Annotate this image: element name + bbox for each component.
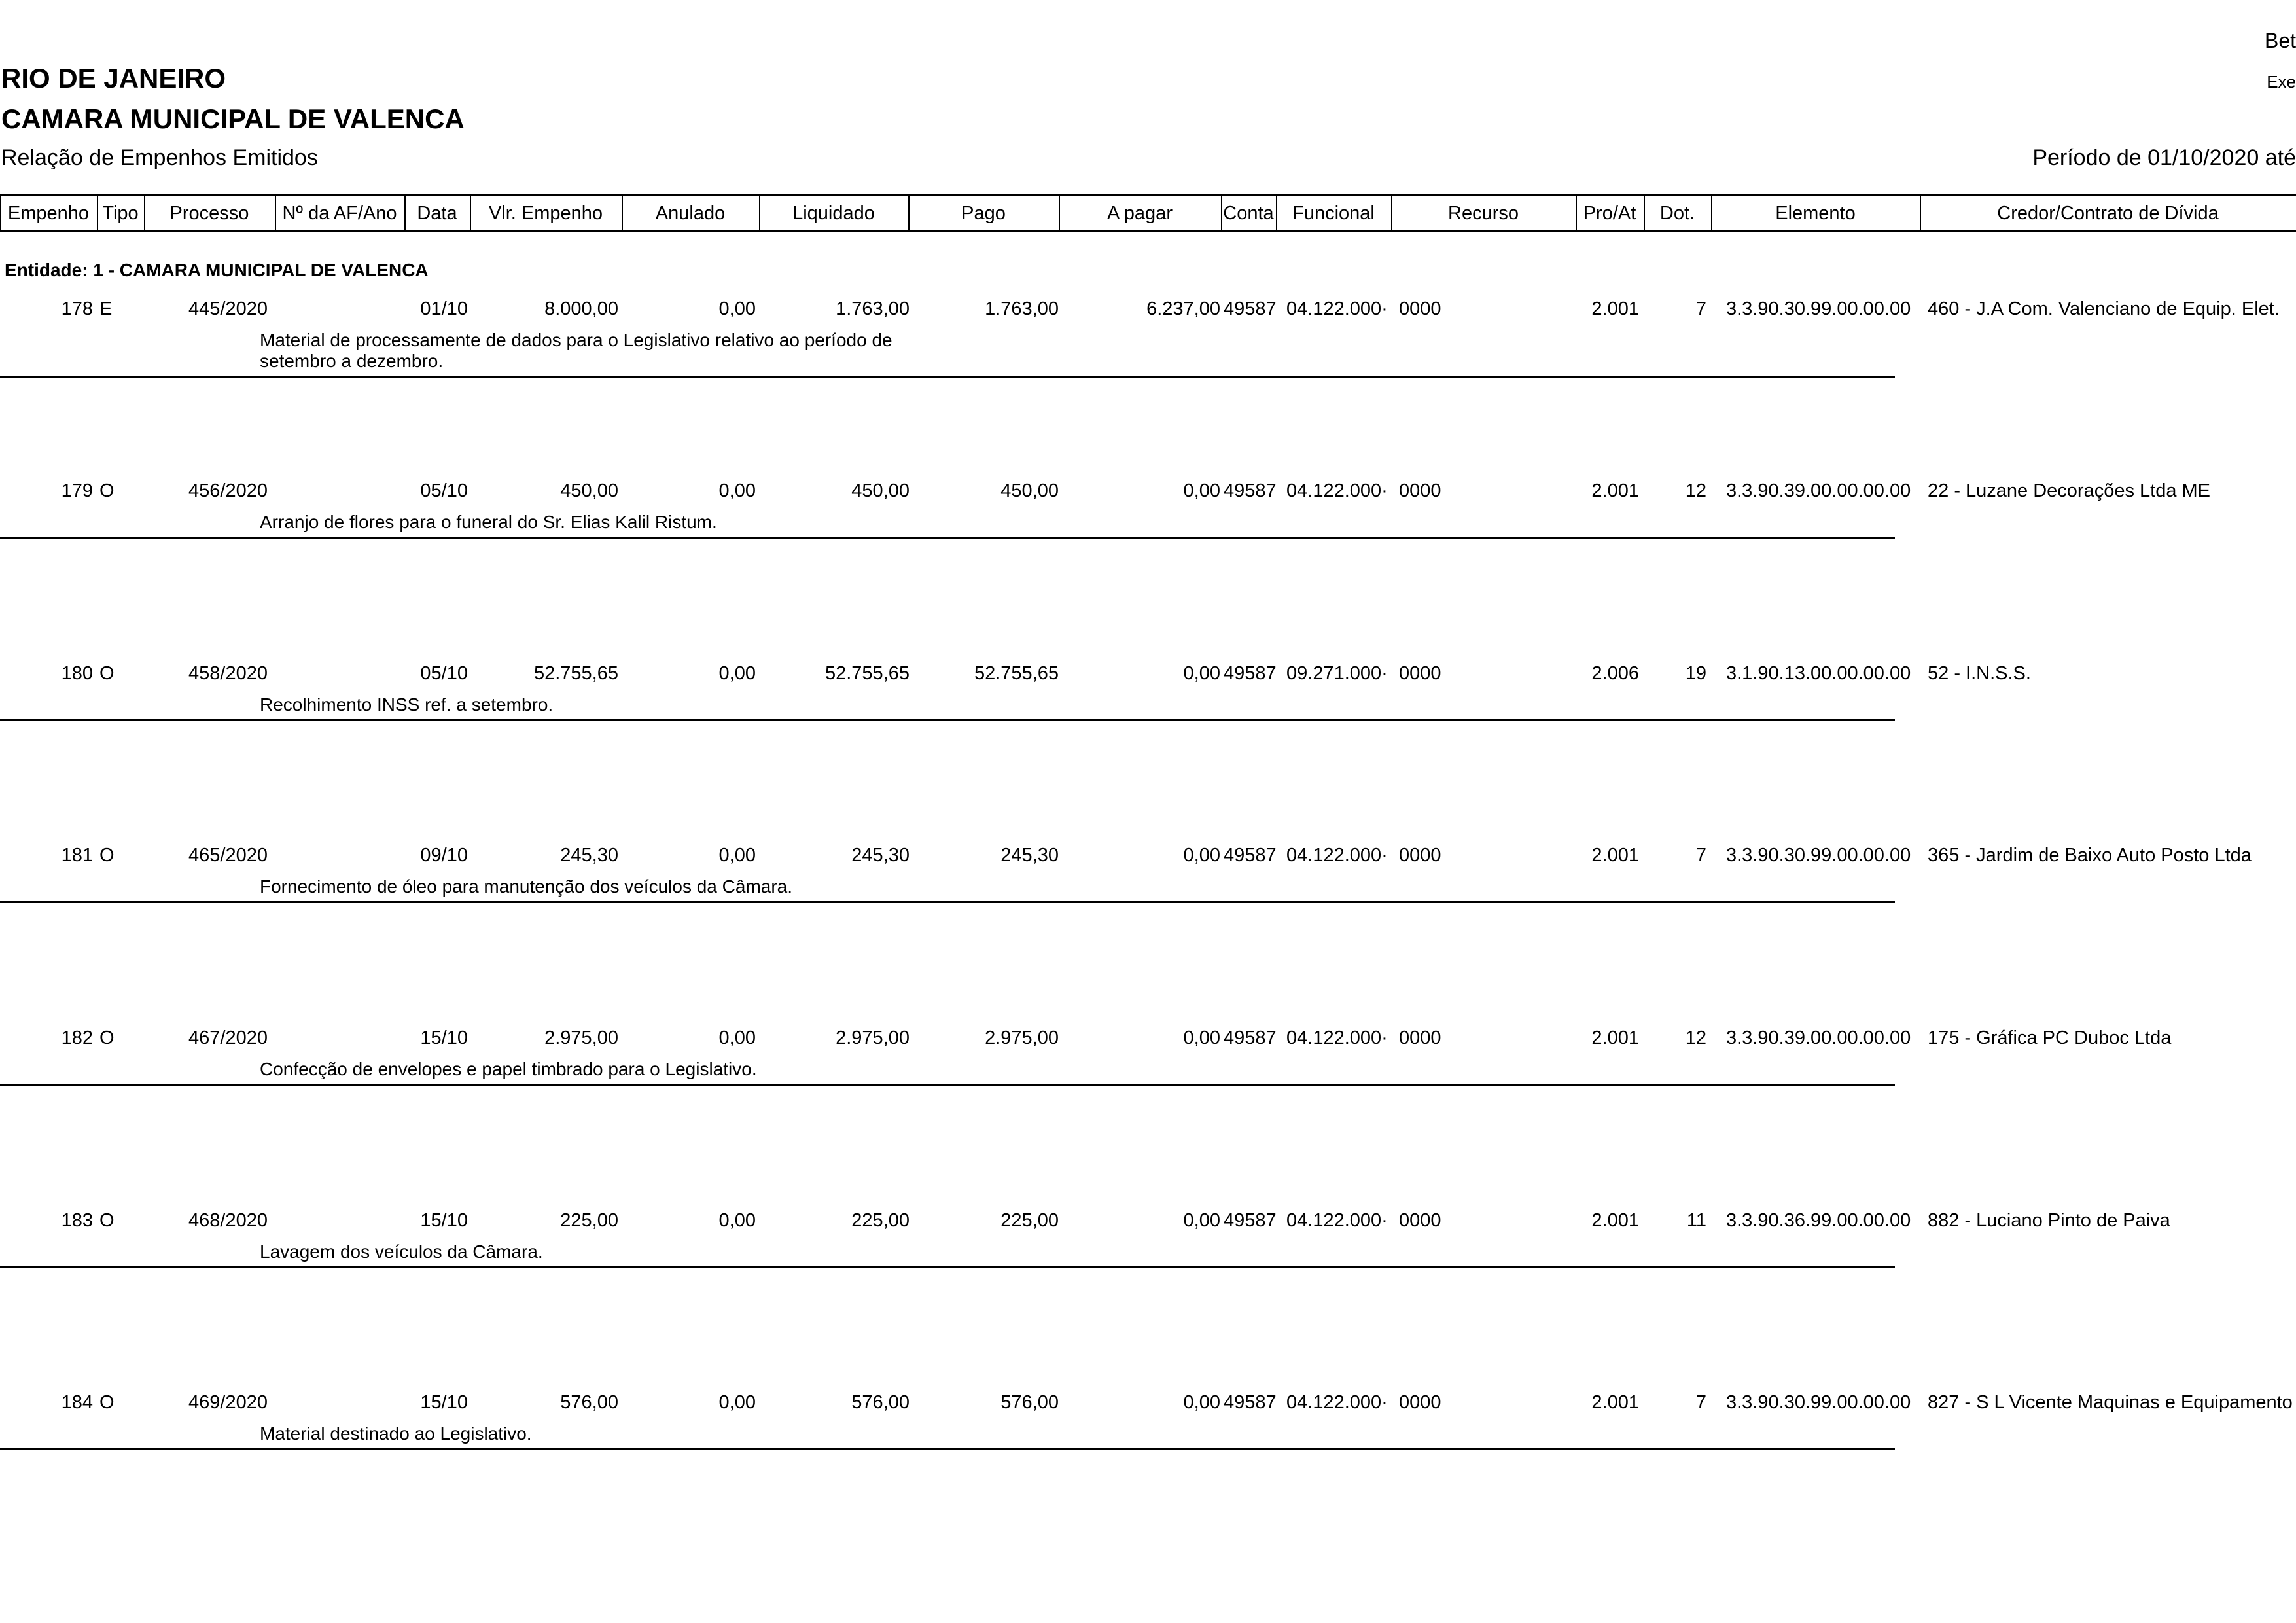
cell-processo: 445/2020	[188, 298, 268, 319]
cell-apagar: 0,00	[1183, 1210, 1220, 1231]
cell-credor: 175 - Gráfica PC Duboc Ltda	[1928, 1027, 2172, 1048]
period-label: Período de 01/10/2020 até	[2032, 145, 2296, 170]
cell-data: 15/10	[420, 1027, 468, 1048]
cell-elemento: 3.3.90.30.99.00.00.00	[1726, 845, 1911, 866]
cell-processo: 467/2020	[188, 1027, 268, 1048]
cell-credor: 365 - Jardim de Baixo Auto Posto Ltda	[1928, 845, 2252, 866]
report-title: Relação de Empenhos Emitidos	[1, 145, 318, 170]
cell-data: 05/10	[420, 480, 468, 501]
cell-empenho: 184	[61, 1392, 93, 1413]
cell-pago: 1.763,00	[985, 298, 1059, 319]
cell-proat: 2.001	[1591, 298, 1639, 319]
cell-pago: 52.755,65	[974, 663, 1059, 684]
column-header: Anulado	[655, 202, 726, 224]
table-row	[0, 1027, 2296, 1106]
cell-vlr: 52.755,65	[533, 663, 618, 684]
cell-anulado: 0,00	[718, 663, 756, 684]
cell-tipo: O	[99, 1210, 115, 1231]
cell-elemento: 3.3.90.36.99.00.00.00	[1726, 1210, 1911, 1231]
cell-elemento: 3.1.90.13.00.00.00.00	[1726, 663, 1911, 684]
cell-anulado: 0,00	[718, 480, 756, 501]
state-title: RIO DE JANEIRO	[1, 63, 226, 94]
cell-recurso: 0000	[1399, 845, 1441, 866]
column-header: Processo	[169, 202, 249, 224]
cell-conta: 49587	[1224, 298, 1277, 319]
column-separator	[97, 195, 98, 232]
cell-funcional: 04.122.000·	[1286, 1027, 1388, 1048]
cell-liquidado: 52.755,65	[824, 663, 910, 684]
column-separator	[144, 195, 145, 232]
row-separator	[0, 1084, 1895, 1086]
cell-anulado: 0,00	[718, 298, 756, 319]
cell-conta: 49587	[1224, 1027, 1277, 1048]
cell-proat: 2.001	[1591, 845, 1639, 866]
cell-funcional: 04.122.000·	[1286, 298, 1388, 319]
table-row	[0, 845, 2296, 923]
column-header: Data	[417, 202, 457, 224]
row-separator	[0, 719, 1895, 721]
column-separator	[908, 195, 910, 232]
cell-pago: 2.975,00	[985, 1027, 1059, 1048]
cell-apagar: 0,00	[1183, 663, 1220, 684]
cell-apagar: 6.237,00	[1146, 298, 1220, 319]
column-header: Funcional	[1292, 202, 1375, 224]
cell-data: 15/10	[420, 1392, 468, 1413]
table-row	[0, 480, 2296, 559]
column-header: Nº da AF/Ano	[282, 202, 397, 224]
cell-vlr: 8.000,00	[544, 298, 618, 319]
cell-data: 15/10	[420, 1210, 468, 1231]
cell-proat: 2.001	[1591, 1210, 1639, 1231]
column-header: Elemento	[1775, 202, 1856, 224]
cell-tipo: O	[99, 845, 115, 866]
column-separator	[1711, 195, 1712, 232]
cell-descricao: Arranjo de flores para o funeral do Sr. Elias Kalil Ristum.	[260, 512, 717, 532]
column-separator	[404, 195, 406, 232]
column-header: Credor/Contrato de Dívida	[1997, 202, 2219, 224]
cell-processo: 469/2020	[188, 1392, 268, 1413]
cell-vlr: 450,00	[560, 480, 618, 501]
table-row	[0, 1392, 2296, 1471]
cell-dot: 7	[1695, 1392, 1706, 1413]
cell-conta: 49587	[1224, 480, 1277, 501]
entity-label: Entidade: 1 - CAMARA MUNICIPAL DE VALENCA	[5, 260, 429, 280]
cell-credor: 52 - I.N.S.S.	[1928, 663, 2031, 684]
cell-liquidado: 225,00	[851, 1210, 910, 1231]
cell-elemento: 3.3.90.30.99.00.00.00	[1726, 1392, 1911, 1413]
cell-processo: 458/2020	[188, 663, 268, 684]
cell-data: 05/10	[420, 663, 468, 684]
column-separator	[275, 195, 276, 232]
column-separator	[759, 195, 760, 232]
cell-apagar: 0,00	[1183, 480, 1220, 501]
cell-recurso: 0000	[1399, 298, 1441, 319]
cell-vlr: 225,00	[560, 1210, 618, 1231]
column-header: Pago	[961, 202, 1006, 224]
cell-descricao: Lavagem dos veículos da Câmara.	[260, 1241, 543, 1262]
cell-dot: 12	[1685, 480, 1706, 501]
cell-liquidado: 245,30	[851, 845, 910, 866]
cell-proat: 2.001	[1591, 1392, 1639, 1413]
cell-apagar: 0,00	[1183, 1392, 1220, 1413]
row-separator	[0, 1266, 1895, 1268]
cell-vlr: 245,30	[560, 845, 618, 866]
column-separator	[1576, 195, 1577, 232]
cell-processo: 465/2020	[188, 845, 268, 866]
column-separator	[1644, 195, 1645, 232]
cell-empenho: 178	[61, 298, 93, 319]
cell-empenho: 180	[61, 663, 93, 684]
cell-vlr: 576,00	[560, 1392, 618, 1413]
entity-title: CAMARA MUNICIPAL DE VALENCA	[1, 103, 465, 134]
cell-descricao: Fornecimento de óleo para manutenção dos veículos da Câmara.	[260, 876, 793, 897]
cell-dot: 7	[1695, 298, 1706, 319]
cell-dot: 19	[1685, 663, 1706, 684]
cell-descricao: Confecção de envelopes e papel timbrado para o Legislativo.	[260, 1059, 757, 1079]
cell-recurso: 0000	[1399, 1392, 1441, 1413]
column-header: Recurso	[1448, 202, 1519, 224]
cell-conta: 49587	[1224, 663, 1277, 684]
cell-funcional: 09.271.000·	[1286, 663, 1388, 684]
column-separator	[1391, 195, 1392, 232]
cell-recurso: 0000	[1399, 663, 1441, 684]
column-header: A pagar	[1107, 202, 1173, 224]
column-separator	[1276, 195, 1277, 232]
cell-conta: 49587	[1224, 845, 1277, 866]
cell-empenho: 181	[61, 845, 93, 866]
cell-pago: 225,00	[1000, 1210, 1059, 1231]
row-separator	[0, 537, 1895, 539]
cell-funcional: 04.122.000·	[1286, 1392, 1388, 1413]
row-separator	[0, 901, 1895, 903]
cell-pago: 245,30	[1000, 845, 1059, 866]
cell-processo: 468/2020	[188, 1210, 268, 1231]
cell-elemento: 3.3.90.39.00.00.00.00	[1726, 1027, 1911, 1048]
cell-proat: 2.001	[1591, 480, 1639, 501]
cell-tipo: O	[99, 1392, 115, 1413]
cell-proat: 2.001	[1591, 1027, 1639, 1048]
cell-anulado: 0,00	[718, 1210, 756, 1231]
table-row	[0, 663, 2296, 741]
column-header: Tipo	[102, 202, 139, 224]
cell-recurso: 0000	[1399, 480, 1441, 501]
cell-funcional: 04.122.000·	[1286, 845, 1388, 866]
cell-processo: 456/2020	[188, 480, 268, 501]
cell-liquidado: 1.763,00	[836, 298, 910, 319]
table-row	[0, 298, 2296, 377]
cell-pago: 450,00	[1000, 480, 1059, 501]
cell-tipo: O	[99, 663, 115, 684]
column-separator	[0, 195, 1, 232]
cell-recurso: 0000	[1399, 1027, 1441, 1048]
cell-conta: 49587	[1224, 1392, 1277, 1413]
cell-empenho: 182	[61, 1027, 93, 1048]
cell-liquidado: 576,00	[851, 1392, 910, 1413]
column-separator	[622, 195, 623, 232]
cell-descricao: Recolhimento INSS ref. a setembro.	[260, 694, 554, 715]
cell-apagar: 0,00	[1183, 845, 1220, 866]
cell-anulado: 0,00	[718, 1027, 756, 1048]
cell-empenho: 179	[61, 480, 93, 501]
cell-proat: 2.006	[1591, 663, 1639, 684]
cell-dot: 12	[1685, 1027, 1706, 1048]
cell-credor: 22 - Luzane Decorações Ltda ME	[1928, 480, 2211, 501]
cell-credor: 827 - S L Vicente Maquinas e Equipamento	[1928, 1392, 2293, 1413]
column-separator	[1221, 195, 1222, 232]
cell-data: 01/10	[420, 298, 468, 319]
cell-anulado: 0,00	[718, 1392, 756, 1413]
cell-conta: 49587	[1224, 1210, 1277, 1231]
column-header: Vlr. Empenho	[488, 202, 603, 224]
column-header: Empenho	[7, 202, 90, 224]
cell-tipo: O	[99, 1027, 115, 1048]
row-separator	[0, 376, 1895, 378]
cell-liquidado: 450,00	[851, 480, 910, 501]
column-header: Pro/At	[1583, 202, 1636, 224]
cell-tipo: O	[99, 480, 115, 501]
cell-credor: 882 - Luciano Pinto de Paiva	[1928, 1210, 2170, 1231]
cell-funcional: 04.122.000·	[1286, 1210, 1388, 1231]
column-header: Liquidado	[792, 202, 875, 224]
cell-funcional: 04.122.000·	[1286, 480, 1388, 501]
cell-data: 09/10	[420, 845, 468, 866]
cell-recurso: 0000	[1399, 1210, 1441, 1231]
column-header: Dot.	[1659, 202, 1695, 224]
column-separator	[470, 195, 471, 232]
cell-anulado: 0,00	[718, 845, 756, 866]
top-right-user: Bet	[2264, 29, 2296, 52]
row-separator	[0, 1448, 1895, 1450]
cell-tipo: E	[99, 298, 113, 319]
cell-credor: 460 - J.A Com. Valenciano de Equip. Elet.	[1928, 298, 2280, 319]
cell-apagar: 0,00	[1183, 1027, 1220, 1048]
cell-dot: 11	[1686, 1210, 1706, 1231]
cell-vlr: 2.975,00	[544, 1027, 618, 1048]
cell-descricao: Material destinado ao Legislativo.	[260, 1423, 532, 1444]
table-row	[0, 1210, 2296, 1289]
column-header: Conta	[1223, 202, 1274, 224]
cell-dot: 7	[1695, 845, 1706, 866]
cell-elemento: 3.3.90.30.99.00.00.00	[1726, 298, 1911, 319]
column-separator	[1920, 195, 1921, 232]
cell-liquidado: 2.975,00	[836, 1027, 910, 1048]
column-separator	[1059, 195, 1060, 232]
cell-elemento: 3.3.90.39.00.00.00.00	[1726, 480, 1911, 501]
cell-descricao: Material de processamente de dados para o Legislativo relativo ao período de setembro a dezembro.	[260, 330, 892, 371]
top-right-small: Exe	[2267, 72, 2296, 92]
cell-empenho: 183	[61, 1210, 93, 1231]
cell-pago: 576,00	[1000, 1392, 1059, 1413]
